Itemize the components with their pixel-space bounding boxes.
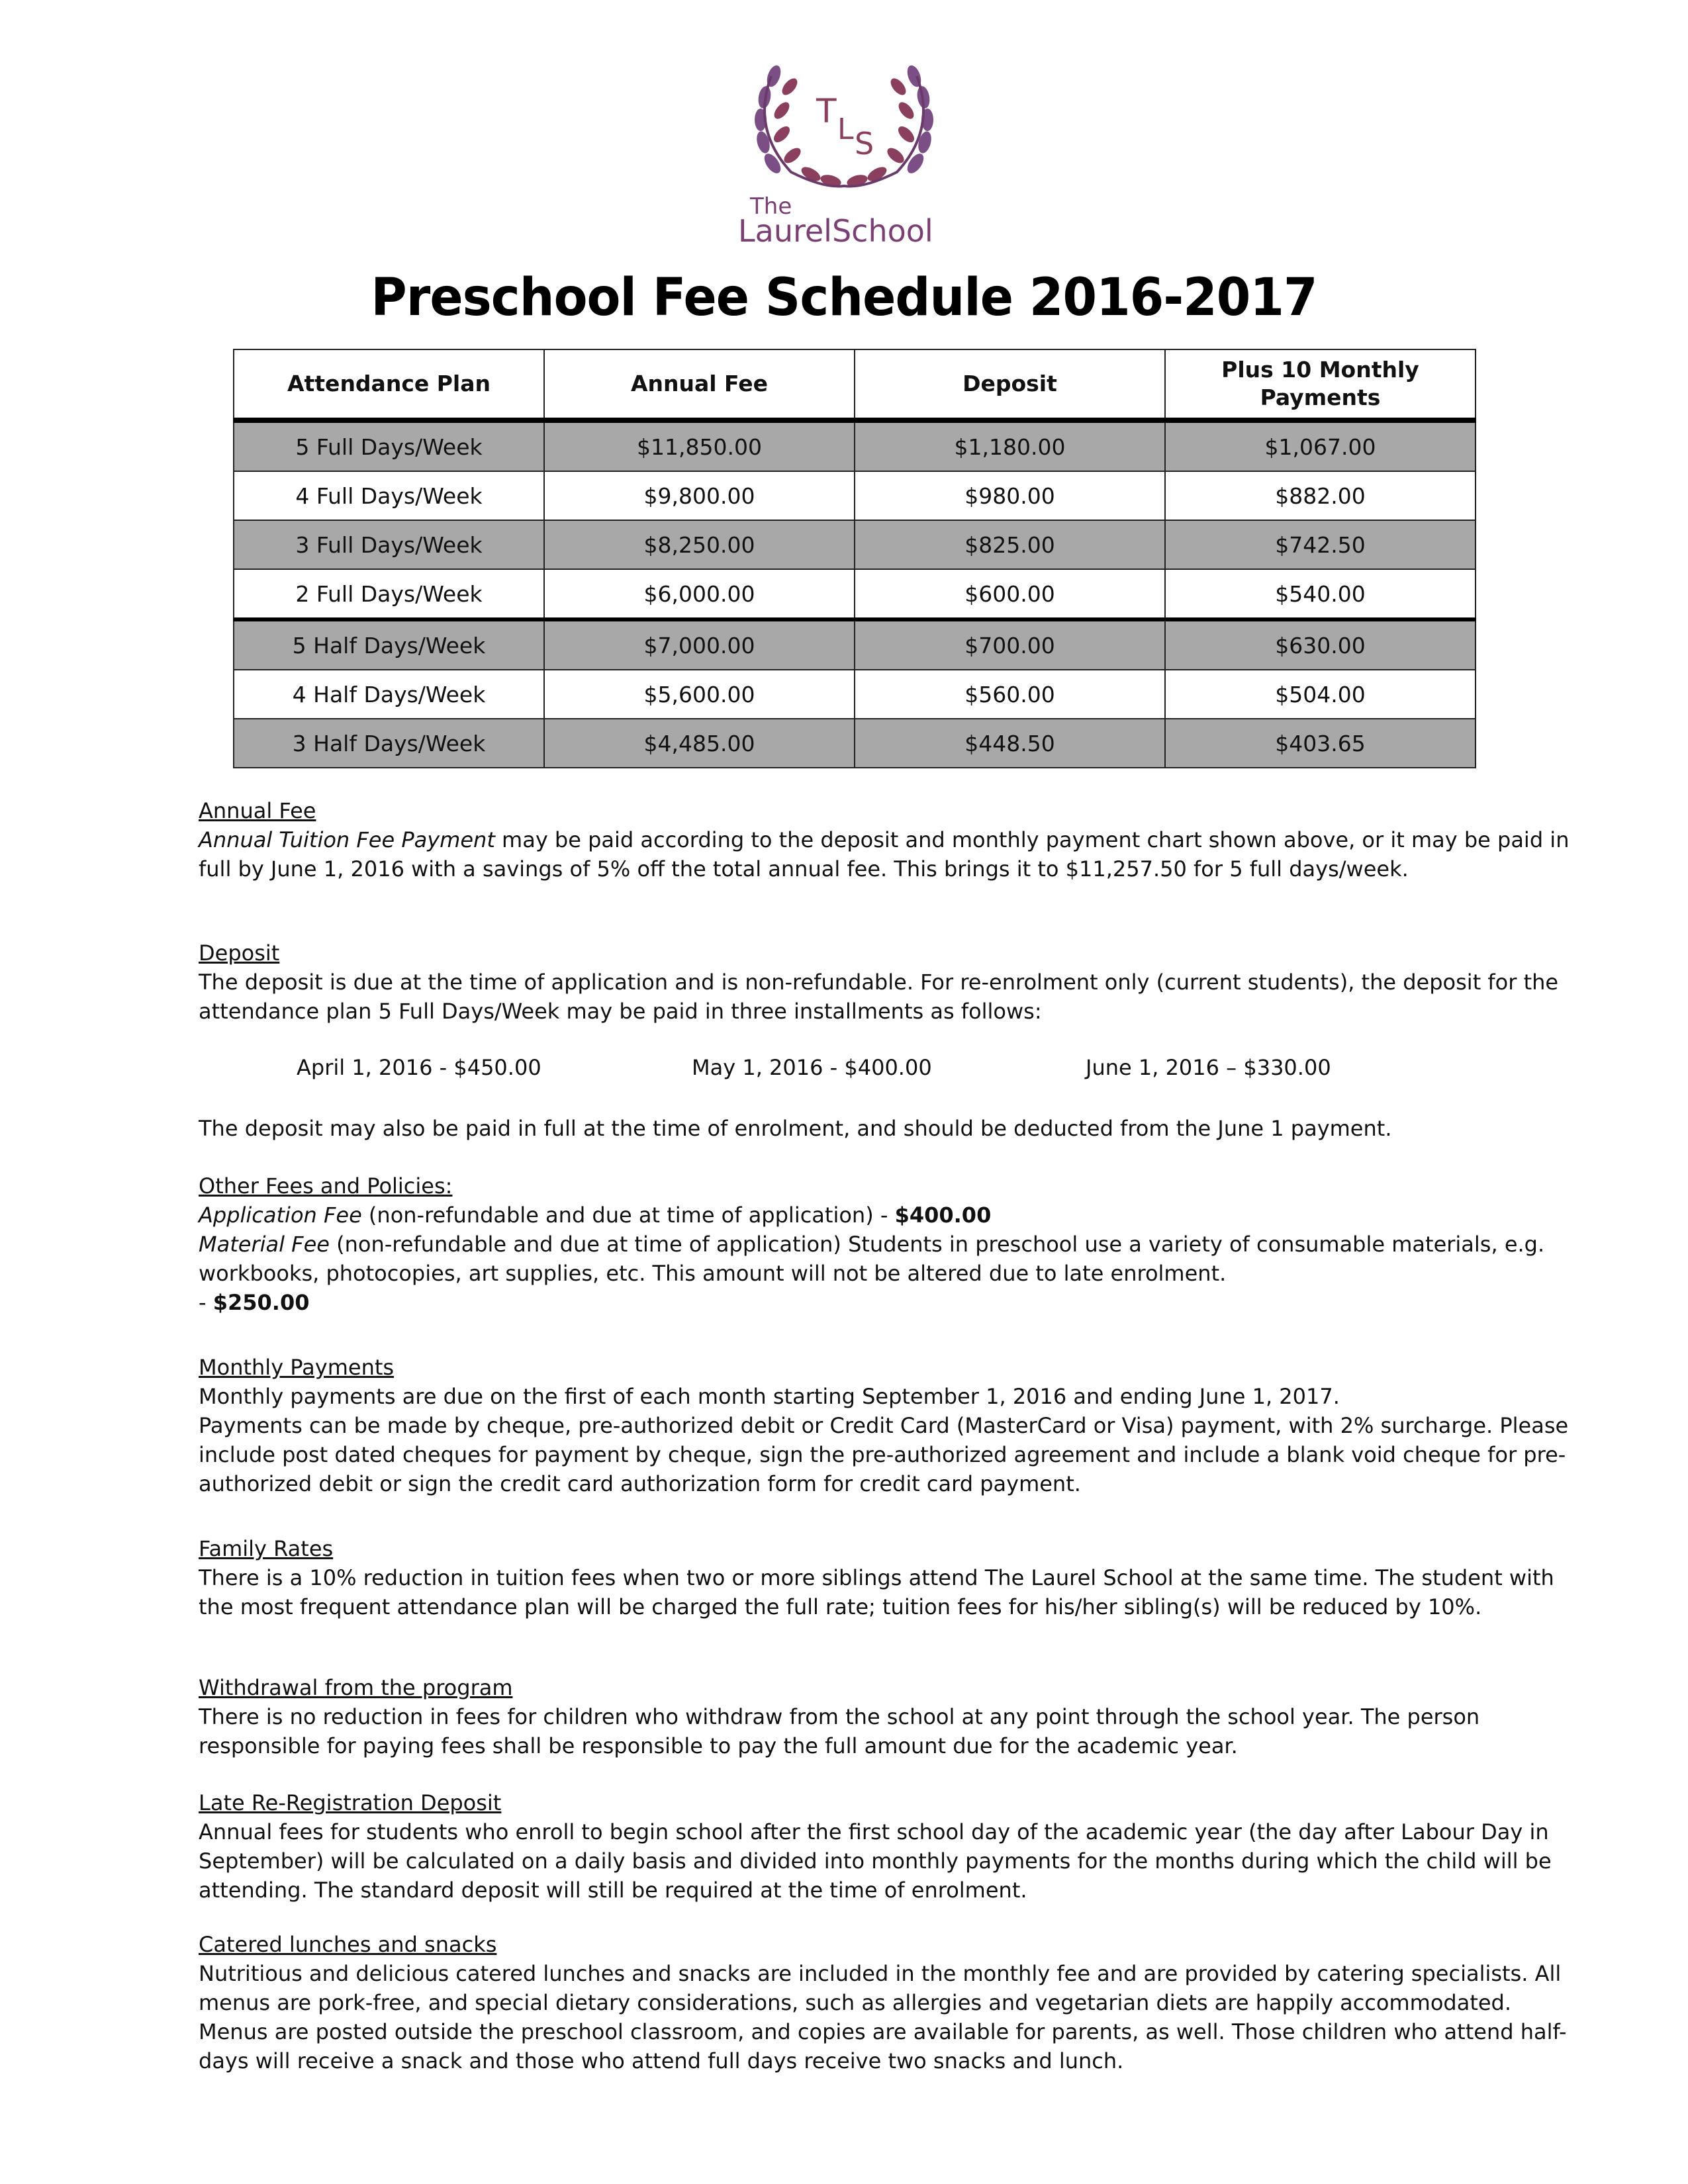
other-fees-section [199,1171,1575,1317]
section-heading: Family Rates [199,1536,334,1561]
table-cell: $630.00 [1165,619,1476,670]
column-header: Annual Fee [544,349,855,420]
body-text: (non-refundable and due at time of application) - [361,1203,895,1228]
table-cell: 3 Full Days/Week [234,520,544,569]
column-header: Plus 10 Monthly Payments [1165,349,1476,420]
table-cell: $742.50 [1165,520,1476,569]
section-heading: Catered lunches and snacks [199,1932,497,1957]
table-header-row [234,349,1476,420]
svg-text:S: S [855,126,874,161]
section-heading: Other Fees and Policies: [199,1173,453,1199]
table-cell: 5 Full Days/Week [234,420,544,471]
italic-term: Annual Tuition Fee Payment [199,827,495,852]
table-cell: $448.50 [855,719,1165,768]
table-cell: $1,067.00 [1165,420,1476,471]
section-heading: Annual Fee [199,798,316,823]
annual-fee-section [199,796,1575,884]
table-cell: $403.65 [1165,719,1476,768]
table-cell: $9,800.00 [544,471,855,520]
italic-term: Material Fee [199,1232,330,1257]
installment-1: April 1, 2016 - $450.00 [297,1055,541,1080]
application-fee-line [199,1201,1575,1230]
late-registration-section [199,1788,1575,1905]
table-cell: 3 Half Days/Week [234,719,544,768]
column-header: Attendance Plan [234,349,544,420]
section-body: Nutritious and delicious catered lunches and snacks are included in the monthly fee and are provided by catering specialists. All menus are pork-free, and special dietary considerations, such as allergies and vegetarian diets are happily accommodated. Menus are posted outside the preschool classroom, and copies are available for parents, as well. Those children who attend half-days will receive a snack and those who attend full days receive two snacks and lunch. [199,1961,1567,2073]
page-title: Preschool Fee Schedule 2016-2017 [371,268,1317,328]
deposit-section [199,938,1575,1026]
table-cell: $825.00 [855,520,1165,569]
section-heading: Withdrawal from the program [199,1675,513,1700]
table-cell: 5 Half Days/Week [234,619,544,670]
installment-3: June 1, 2016 – $330.00 [1086,1055,1331,1080]
section-heading: Deposit [199,940,280,966]
section-body [199,825,1575,884]
table-cell: $1,180.00 [855,420,1165,471]
table-row [234,670,1476,719]
table-cell: $7,000.00 [544,619,855,670]
column-header: Deposit [855,349,1165,420]
material-fee-amount: $250.00 [212,1290,310,1315]
dash: - [199,1290,213,1315]
section-body: The deposit is due at the time of application and is non-refundable. For re-enrolment only (current students), the deposit for the attendance plan 5 Full Days/Week may be paid in three installments as follows: [199,970,1559,1024]
table-cell: $4,485.00 [544,719,855,768]
table-cell: $11,850.00 [544,420,855,471]
svg-text:LaurelSchool: LaurelSchool [738,213,933,248]
table-row [234,619,1476,670]
table-row [234,520,1476,569]
table-row [234,569,1476,619]
material-fee-line [199,1230,1575,1288]
table-row [234,420,1476,471]
table-cell: 4 Half Days/Week [234,670,544,719]
application-fee-amount: $400.00 [894,1203,992,1228]
installment-2: May 1, 2016 - $400.00 [692,1055,932,1080]
table-cell: 4 Full Days/Week [234,471,544,520]
table-row [234,471,1476,520]
table-cell: $560.00 [855,670,1165,719]
monthly-payments-section [199,1353,1575,1498]
svg-text:The: The [750,193,792,220]
table-cell: $504.00 [1165,670,1476,719]
family-rates-section [199,1534,1575,1621]
svg-text:T: T [816,92,837,130]
table-cell: $6,000.00 [544,569,855,619]
withdrawal-section [199,1673,1575,1760]
table-cell: $980.00 [855,471,1165,520]
body-text: may be paid according to the deposit and monthly payment chart shown above, or it may be paid in full by June 1, 2016 with a savings of 5% off the total annual fee. This brings it to $11,257.50 for 5 full days/week. [199,827,1570,882]
section-body: There is a 10% reduction in tuition fees when two or more siblings attend The Laurel School at the same time. The student with the most frequent attendance plan will be charged the full rate; tuition fees for his/her sibling(s) will be reduced by 10%. [199,1565,1554,1619]
laurel-school-logo [731,56,957,248]
table-row [234,719,1476,768]
section-body: Annual fees for students who enroll to begin school after the first school day of the academic year (the day after Labour Day in September) will be calculated on a daily basis and divided into monthly payments for the months during which the child will be attending. The standard deposit will still be required at the time of enrolment. [199,1819,1552,1903]
table-cell: 2 Full Days/Week [234,569,544,619]
section-heading: Late Re-Registration Deposit [199,1790,502,1815]
section-body: There is no reduction in fees for children who withdraw from the school at any point through the school year. The person responsible for paying fees shall be responsible to pay the full amount due for the academic year. [199,1704,1480,1758]
deposit-note: The deposit may also be paid in full at the time of enrolment, and should be deducted from the June 1 payment. [199,1116,1392,1141]
section-heading: Monthly Payments [199,1355,395,1380]
fee-table [233,349,1476,768]
section-body: Monthly payments are due on the first of each month starting September 1, 2016 and ending June 1, 2017. [199,1384,1340,1409]
catered-lunches-section [199,1930,1575,2075]
table-cell: $8,250.00 [544,520,855,569]
italic-term: Application Fee [199,1203,362,1228]
table-cell: $600.00 [855,569,1165,619]
table-cell: $540.00 [1165,569,1476,619]
table-cell: $882.00 [1165,471,1476,520]
table-cell: $5,600.00 [544,670,855,719]
svg-text:L: L [837,113,854,146]
section-body: Payments can be made by cheque, pre-authorized debit or Credit Card (MasterCard or Visa) payment, with 2% surcharge. Please include post dated cheques for payment by cheque, sign the pre-authorized agreement and include a blank void cheque for pre-authorized debit or sign the credit card authorization form for credit card payment. [199,1413,1569,1496]
body-text: (non-refundable and due at time of application) Students in preschool use a variety of consumable materials, e.g. workbooks, photocopies, art supplies, etc. This amount will not be altered due to late enrolment. [199,1232,1545,1286]
table-cell: $700.00 [855,619,1165,670]
material-fee-amount-line [199,1288,1575,1317]
